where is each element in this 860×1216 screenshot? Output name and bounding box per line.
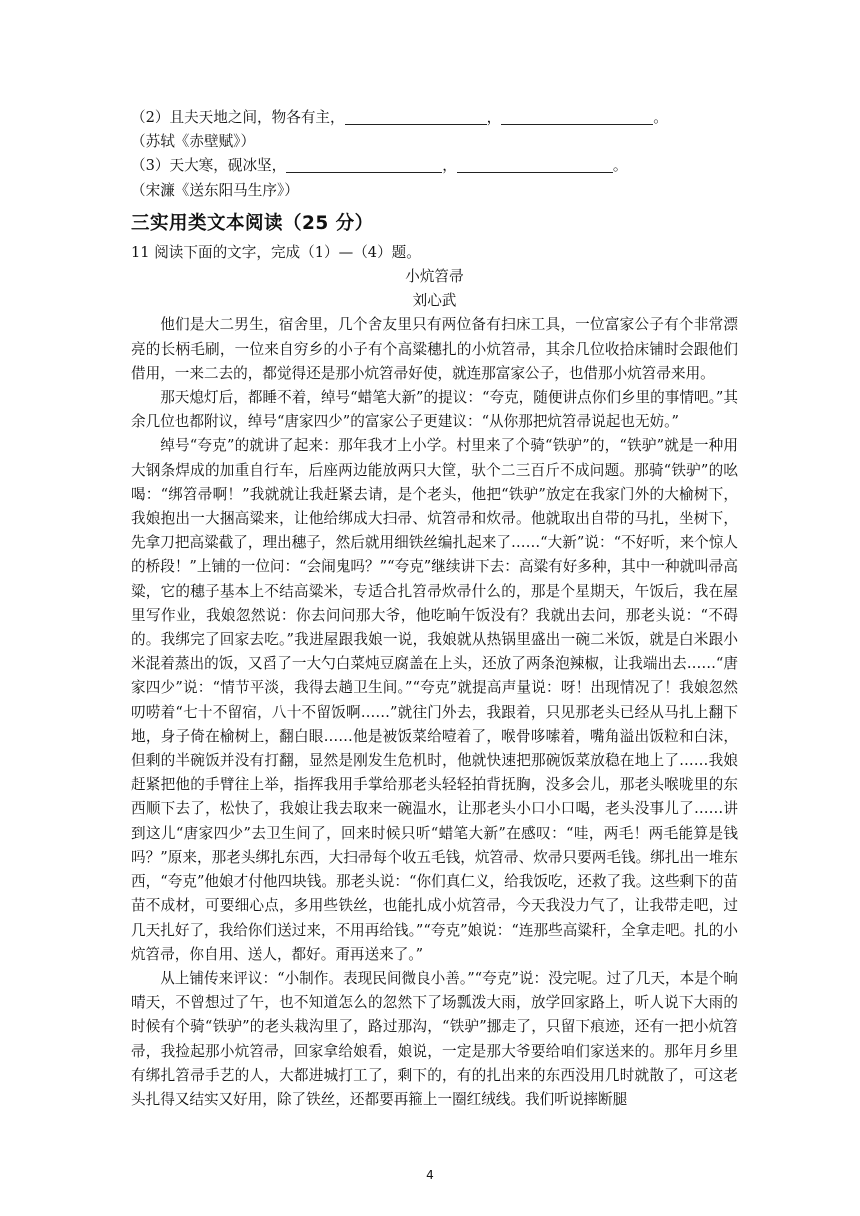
terminator: 。 bbox=[653, 109, 668, 126]
question-3-source: （宋濂《送东阳马生序》） bbox=[131, 181, 299, 199]
question-2-line bbox=[131, 106, 738, 130]
question-2-source: （苏轼《赤壁赋》） bbox=[131, 133, 256, 151]
answer-blank[interactable] bbox=[501, 109, 653, 125]
article-paragraph: 他们是大二男生，宿舍里，几个舍友里只有两位备有扫床工具，一位富家公子有个非常漂亮的长柄毛刷，一位来自穷乡的小子有个高粱穗扎的小炕笤帚，其余几位收拾床铺时会跟他们借用，一来二去的，都觉得还是那小炕笤帚好使，就连那富家公子，也借那小炕笤帚来用。 bbox=[131, 316, 738, 382]
answer-blank[interactable] bbox=[345, 109, 487, 125]
section-title: 三实用类文本阅读（25 分） bbox=[131, 212, 374, 234]
article-paragraph: 绰号“夸克”的就讲了起来：那年我才上小学。村里来了个骑“铁驴”的，“铁驴”就是一种用大钢条焊成的加重自行车，后座两边能放两只大筐，驮个二三百斤不成问题。那骑“铁驴”的吆喝：“绑笤帚啊！”我就就让我赶紧去请，是个老头，他把“铁驴”放定在我家门外的大榆树下，我娘抱出一大捆高粱来，让他给绑成大扫帚、炕笤帚和炊帚。他就取出自带的马扎，坐树下，先拿刀把高粱截了，理出穗子，然后就用细铁丝编扎起来了……“大新”说：“不好听，来个惊人的桥段！”上铺的一位问：“会闹鬼吗？”“夸克”继续讲下去：高粱有好多种，其中一种就叫帚高粱，它的穗子基本上不结高粱米，专适合扎笤帚炊帚什么的，那是个星期天，午饭后，我在屋里写作业，我娘忽然说：你去问问那大爷，他吃晌午饭没有？我就出去问，那老头说：“不碍的。我绑完了回家去吃。”我进屋跟我娘一说，我娘就从热锅里盛出一碗二米饭，就是白米跟小米混着蒸出的饭，又舀了一大勺白菜炖豆腐盖在上头，还放了两条泡辣椒，让我端出去……“唐家四少”说：“情节平淡，我得去趟卫生间。”“夸克”就提高声量说：呀！出现情况了！我娘忽然叨唠着“七十不留宿，八十不留饭啊……”就往门外去，我跟着，只见那老头已经从马扎上翻下地，身子倚在榆树上，翻白眼……他是被饭菜给噎着了，喉骨哆嗦着，嘴角溢出饭粒和白沫，但剩的半碗饭并没有打翻，显然是刚发生危机时，他就快速把那碗饭菜放稳在地上了……我娘赶紧把他的手臂往上举，指挥我用手掌给那老头轻轻拍背抚胸，没多会儿，那老头喉咙里的东西顺下去了，松快了，我娘让我去取来一碗温水，让那老头小口小口喝，老头没事儿了……讲到这儿“唐家四少”去卫生间了，回来时候只听“蜡笔大新”在感叹：“哇，两毛！两毛能算是钱吗？”原来，那老头绑扎东西，大扫帚每个收五毛钱，炕笤帚、炊帚只要两毛钱。绑扎出一堆东西，“夸克”他娘才付他四块钱。那老头说：“你们真仁义，给我饭吃，还救了我。这些剩下的苗苗不成材，可要细心点，多用些铁丝，也能扎成小炕笤帚，今天我没力气了，让我带走吧，过几天扎好了，我给你们送过来，不用再给钱。”“夸克”娘说：“连那些高粱秆，全拿走吧。扎的小炕笤帚，你自用、送人，都好。甭再送来了。” bbox=[131, 437, 738, 963]
question-3-line bbox=[131, 154, 738, 178]
page-number: 4 bbox=[426, 1168, 434, 1182]
answer-blank[interactable] bbox=[457, 157, 613, 173]
separator: ， bbox=[486, 109, 502, 126]
article-paragraph: 那天熄灯后，都睡不着，绰号“蜡笔大新”的提议：“夸克，随便讲点你们乡里的事情吧。”其余几位也都附议，绰号“唐家四少”的富家公子更建议：“从你那把炕笤帚说起也无妨。” bbox=[131, 389, 738, 431]
question-3-text: （3）天大寒，砚冰坚， bbox=[131, 157, 287, 175]
question-2-text: （2）且夫天地之间，物各有主， bbox=[131, 109, 345, 126]
article-author: 刘心武 bbox=[412, 292, 457, 310]
instruction: 11 阅读下面的文字，完成（1）—（4）题。 bbox=[131, 243, 421, 261]
article-paragraph: 从上铺传来评议：“小制作。表现民间微良小善。”“夸克”说：没完呢。过了几天，本是个晌晴天，不曾想过了午，也不知道怎么的忽然下了场瓢泼大雨，放学回家路上，听人说下大雨的时候有个骑“铁驴”的老头栽沟里了，路过那沟，“铁驴”挪走了，只留下痕迹，还有一把小炕笤帚，我捡起那小炕笤帚，回家拿给娘看，娘说，一定是那大爷要给咱们家送来的。那年月乡里有绑扎笤帚手艺的人，大都进城打工了，剩下的，有的扎出来的东西没用几时就散了，可这老头扎得又结实又好用，除了铁丝，还都要再箍上一圈红绒线。我们听说摔断腿 bbox=[131, 969, 738, 1108]
terminator: 。 bbox=[612, 157, 628, 175]
article-title: 小炕笤帚 bbox=[405, 268, 464, 286]
separator: ， bbox=[442, 157, 457, 175]
answer-blank[interactable] bbox=[286, 157, 442, 173]
page-content bbox=[131, 106, 738, 1112]
